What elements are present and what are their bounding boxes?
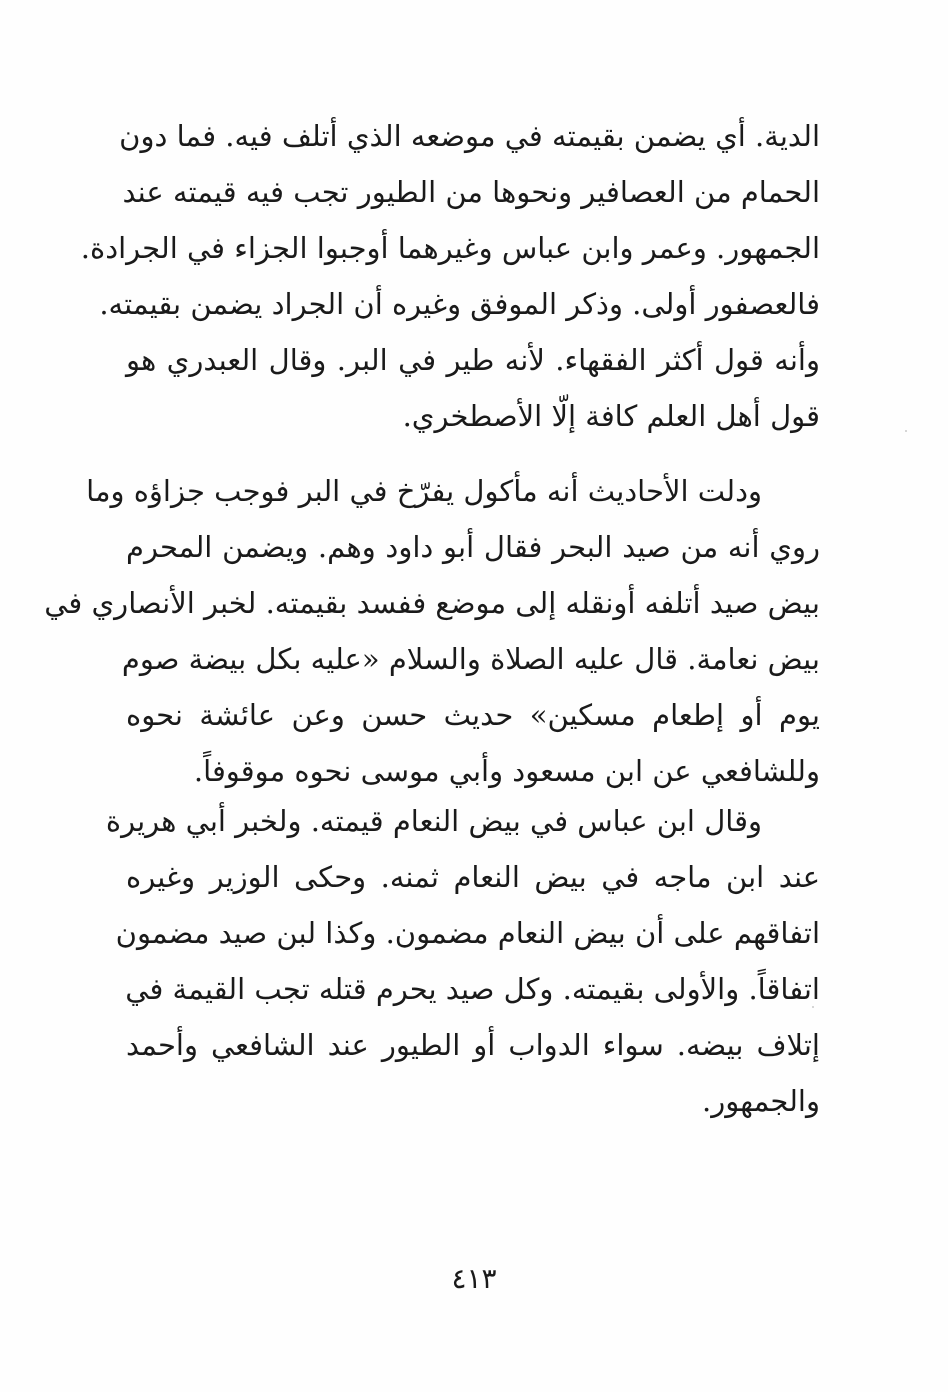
text-line: بيض نعامة. قال عليه الصلاة والسلام «عليه بكل بيضة صوم (121, 642, 820, 676)
scan-speck (905, 430, 907, 432)
text-line: عند ابن ماجه في بيض النعام ثمنه. وحكى الوزير وغيره (126, 860, 820, 894)
text-line: والجمهور. (702, 1084, 820, 1118)
text-line: يوم أو إطعام مسكين» حديث حسن وعن عائشة نحوه (126, 698, 820, 732)
scan-speck (812, 1006, 814, 1008)
text-line: بيض صيد أتلفه أونقله إلى موضع ففسد بقيمته. لخبر الأنصاري في (44, 586, 820, 620)
paragraph-1 (80, 108, 820, 444)
text-line: وأنه قول أكثر الفقهاء. لأنه طير في البر. وقال العبدري هو (126, 343, 820, 377)
paragraph-2 (44, 463, 820, 799)
paragraph-3 (105, 793, 820, 1129)
text-line: فالعصفور أولى. وذكر الموفق وغيره أن الجراد يضمن بقيمته. (99, 287, 820, 321)
text-line: وللشافعي عن ابن مسعود وأبي موسى نحوه موقوفاً. (193, 754, 820, 788)
text-line: قول أهل العلم كافة إلّا الأصطخري. (402, 399, 820, 433)
text-line: وقال ابن عباس في بيض النعام قيمته. ولخبر أبي هريرة (105, 804, 762, 838)
text-line: إتلاف بيضه. سواء الدواب أو الطيور عند الشافعي وأحمد (126, 1028, 820, 1062)
text-line: الجمهور. وعمر وابن عباس وغيرهما أوجبوا الجزاء في الجرادة. (80, 231, 820, 265)
text-line: روي أنه من صيد البحر فقال أبو داود وهم. ويضمن المحرم (126, 530, 820, 564)
page-number: ٤١٣ (451, 1262, 497, 1295)
text-line: الحمام من العصافير ونحوها من الطيور تجب فيه قيمته عند (122, 175, 820, 209)
text-line: اتفاقاً. والأولى بقيمته. وكل صيد يحرم قتله تجب القيمة في (125, 972, 820, 1006)
text-line: اتفاقهم على أن بيض النعام مضمون. وكذا لبن صيد مضمون (115, 916, 820, 950)
text-line: ودلت الأحاديث أنه مأكول يفرّخ في البر فوجب جزاؤه وما (86, 474, 762, 508)
text-line: الدية. أي يضمن بقيمته في موضعه الذي أتلف فيه. فما دون (119, 119, 820, 153)
